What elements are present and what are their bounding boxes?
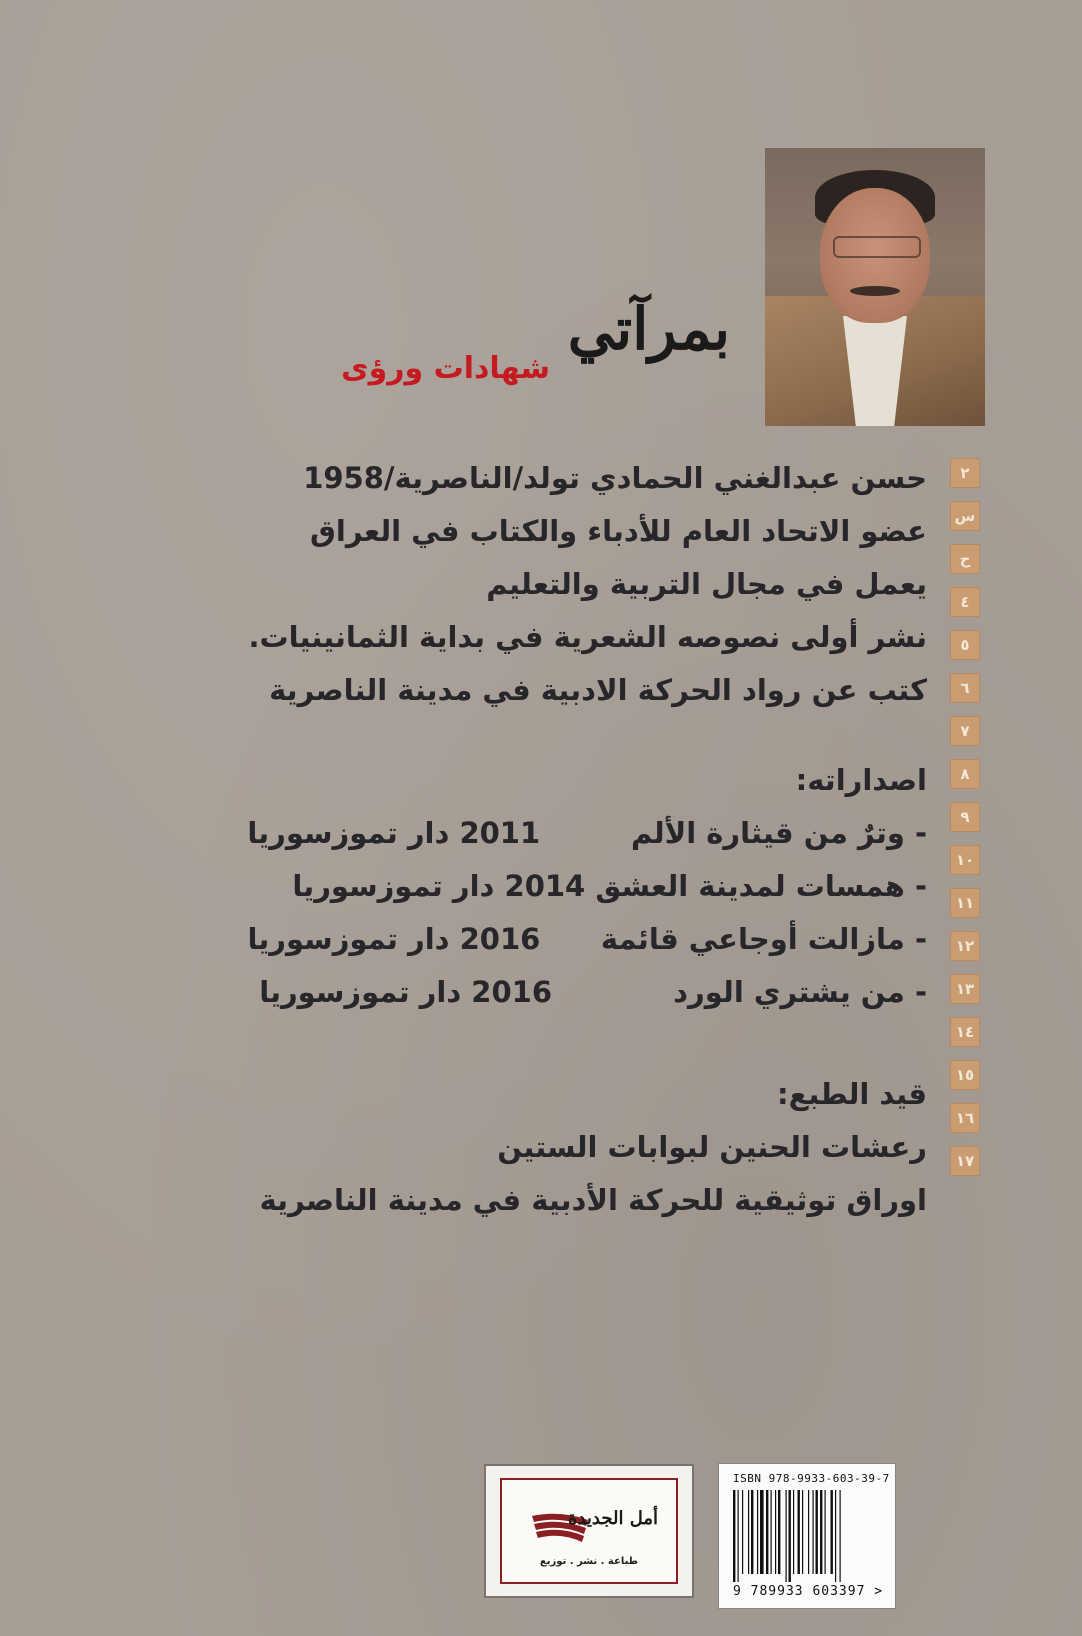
- barcode-bar: [760, 1490, 764, 1574]
- barcode-bar: [840, 1490, 841, 1582]
- barcode: [731, 1490, 881, 1582]
- isbn-text: ISBN 978-9933-603-39-7: [733, 1472, 890, 1485]
- publisher-logo: [500, 1478, 678, 1584]
- barcode-bar: [751, 1490, 753, 1574]
- barcode-bar: [835, 1490, 836, 1582]
- side-tile-strip: [950, 458, 980, 1189]
- side-tile: ١٥: [950, 1060, 980, 1090]
- barcode-bar: [771, 1490, 772, 1574]
- bio-line: عضو الاتحاد العام للأدباء والكتاب في العراق: [309, 514, 927, 548]
- publications-heading: اصداراته:: [795, 763, 927, 797]
- publisher-tagline: طباعة . نشر . توزيع: [539, 1556, 639, 1567]
- side-tile: ١٣: [950, 974, 980, 1004]
- barcode-bar: [733, 1490, 735, 1582]
- side-tile: ١٠: [950, 845, 980, 875]
- bio-line: حسن عبدالغني الحمادي تولد/الناصرية/1958: [303, 461, 927, 495]
- side-tile: ٤: [950, 587, 980, 617]
- publication-item: - من يشتري الورد 2016 دار تموزسوريا: [259, 975, 927, 1009]
- side-tile: ٩: [950, 802, 980, 832]
- barcode-bar: [789, 1490, 791, 1582]
- publications-list: [247, 754, 927, 1019]
- barcode-bar: [813, 1490, 814, 1574]
- barcode-bar: [748, 1490, 749, 1574]
- barcode-bar: [738, 1490, 739, 1582]
- barcode-bar: [766, 1490, 768, 1574]
- publication-item: - وترٌ من قيثارة الألم 2011 دار تموزسوريا: [247, 816, 927, 850]
- bio-line: كتب عن رواد الحركة الادبية في مدينة الناصرية: [269, 673, 927, 707]
- side-tile: ١٢: [950, 931, 980, 961]
- barcode-bar: [808, 1490, 809, 1574]
- forthcoming-item: اوراق توثيقية للحركة الأدبية في مدينة الناصرية: [259, 1183, 927, 1217]
- side-tile: ٥: [950, 630, 980, 660]
- barcode-box: [718, 1463, 896, 1609]
- side-tile: ١٤: [950, 1017, 980, 1047]
- barcode-bar: [778, 1490, 780, 1574]
- forthcoming-heading: قيد الطبع:: [777, 1077, 927, 1111]
- side-tile: ١٦: [950, 1103, 980, 1133]
- publication-item: - همسات لمدينة العشق 2014 دار تموزسوريا: [292, 869, 927, 903]
- side-tile: ٨: [950, 759, 980, 789]
- barcode-bar: [798, 1490, 800, 1574]
- publisher-logo-box: [484, 1464, 694, 1598]
- barcode-bar: [831, 1490, 833, 1574]
- barcode-bar: [820, 1490, 822, 1574]
- author-bio: [248, 452, 927, 717]
- forthcoming-list: [260, 1068, 928, 1227]
- author-photo: [765, 148, 985, 426]
- side-tile: ٢: [950, 458, 980, 488]
- barcode-bar: [793, 1490, 794, 1574]
- publisher-name: أمل الجديدة: [568, 1508, 658, 1529]
- book-title: بمرآتي: [567, 295, 730, 363]
- bio-line: نشر أولى نصوصه الشعرية في بداية الثمانينيات.: [248, 620, 927, 654]
- barcode-bar: [742, 1490, 743, 1574]
- book-subtitle: شهادات ورؤى: [341, 351, 550, 386]
- barcode-bar: [802, 1490, 803, 1574]
- side-tile: ١١: [950, 888, 980, 918]
- ean-digits: 9 789933 603397 >: [733, 1584, 884, 1599]
- bio-line: يعمل في مجال التربية والتعليم: [486, 567, 927, 601]
- side-tile: ١٧: [950, 1146, 980, 1176]
- side-tile: ٦: [950, 673, 980, 703]
- side-tile: س: [950, 501, 980, 531]
- publication-item: - مازالت أوجاعي قائمة 2016 دار تموزسوريا: [247, 922, 927, 956]
- barcode-bar: [775, 1490, 776, 1574]
- forthcoming-item: رعشات الحنين لبوابات الستين: [497, 1130, 927, 1164]
- barcode-bar: [816, 1490, 818, 1574]
- barcode-bar: [757, 1490, 758, 1574]
- barcode-bar: [825, 1490, 826, 1574]
- side-tile: ٧: [950, 716, 980, 746]
- barcode-bar: [786, 1490, 787, 1582]
- side-tile: ح: [950, 544, 980, 574]
